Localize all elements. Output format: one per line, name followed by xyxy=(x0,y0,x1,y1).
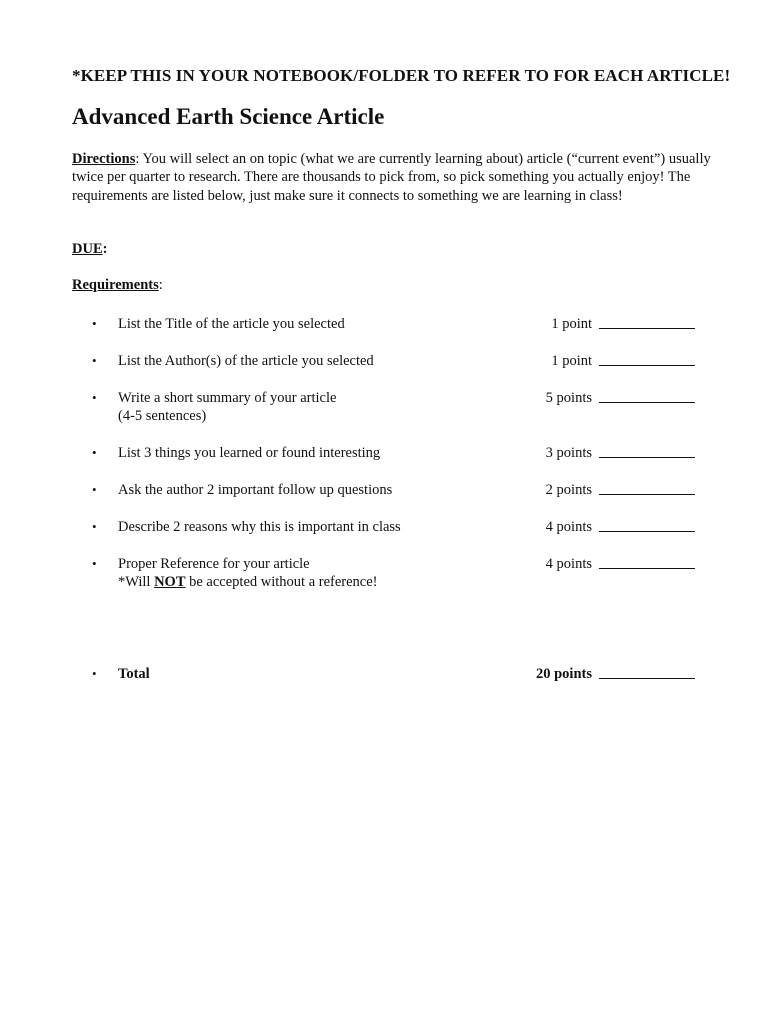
directions-paragraph xyxy=(72,150,712,205)
requirement-text: Ask the author 2 important follow up questions xyxy=(118,482,393,498)
score-blank-line xyxy=(599,494,695,495)
score-blank-line xyxy=(599,365,695,366)
requirement-text xyxy=(118,555,518,591)
score-blank-line xyxy=(599,568,695,569)
requirement-points: 3 points xyxy=(545,445,592,461)
total-label: Total xyxy=(118,666,150,682)
requirement-points: 5 points xyxy=(545,390,592,406)
reference-note-emphasis: NOT xyxy=(154,574,186,590)
requirements-colon: : xyxy=(158,277,163,293)
requirement-points: 1 point xyxy=(551,353,592,369)
requirement-text-line2: (4-5 sentences) xyxy=(118,408,207,424)
bullet-icon: • xyxy=(92,666,97,681)
requirement-points: 1 point xyxy=(551,316,592,332)
requirement-text: List the Author(s) of the article you selected xyxy=(118,353,374,369)
directions-colon: : xyxy=(135,151,140,167)
reference-note-prefix: *Will xyxy=(118,574,155,590)
requirement-points: 4 points xyxy=(545,556,592,572)
reference-note-suffix: be accepted without a reference! xyxy=(185,574,378,590)
requirement-text: List the Title of the article you selected xyxy=(118,316,345,332)
requirement-text: Describe 2 reasons why this is important in class xyxy=(118,519,401,535)
directions-text: You will select an on topic (what we are currently learning about) article (“current event”) usually twice per quarter to research. There are thousands to pick from, so pick something you actually enjoy! The requirements are listed below, just make sure it connects to something we are learning in class! xyxy=(72,151,711,204)
requirements-label-text: Requirements xyxy=(72,277,159,293)
page-title: Advanced Earth Science Article xyxy=(72,104,385,129)
due-colon: : xyxy=(102,241,108,257)
bullet-icon: • xyxy=(92,445,97,460)
requirement-text xyxy=(118,389,518,425)
score-blank-line xyxy=(599,678,695,679)
total-points: 20 points xyxy=(535,666,592,682)
requirement-text-line1: Proper Reference for your article xyxy=(118,556,310,572)
due-label xyxy=(72,241,107,258)
requirement-points: 4 points xyxy=(545,519,592,535)
bullet-icon: • xyxy=(92,519,97,534)
directions-label: Directions xyxy=(72,151,136,167)
notice-heading: *KEEP THIS IN YOUR NOTEBOOK/FOLDER TO REFER TO FOR EACH ARTICLE! xyxy=(72,66,731,85)
requirement-text-line1: Write a short summary of your article xyxy=(118,390,337,406)
score-blank-line xyxy=(599,402,695,403)
bullet-icon: • xyxy=(92,316,97,331)
bullet-icon: • xyxy=(92,556,97,571)
bullet-icon: • xyxy=(92,482,97,497)
requirement-text: List 3 things you learned or found interesting xyxy=(118,445,381,461)
score-blank-line xyxy=(599,328,695,329)
score-blank-line xyxy=(599,531,695,532)
requirements-heading xyxy=(72,277,163,294)
requirement-points: 2 points xyxy=(545,482,592,498)
bullet-icon: • xyxy=(92,353,97,368)
due-label-text: DUE xyxy=(72,241,103,257)
score-blank-line xyxy=(599,457,695,458)
bullet-icon: • xyxy=(92,390,97,405)
